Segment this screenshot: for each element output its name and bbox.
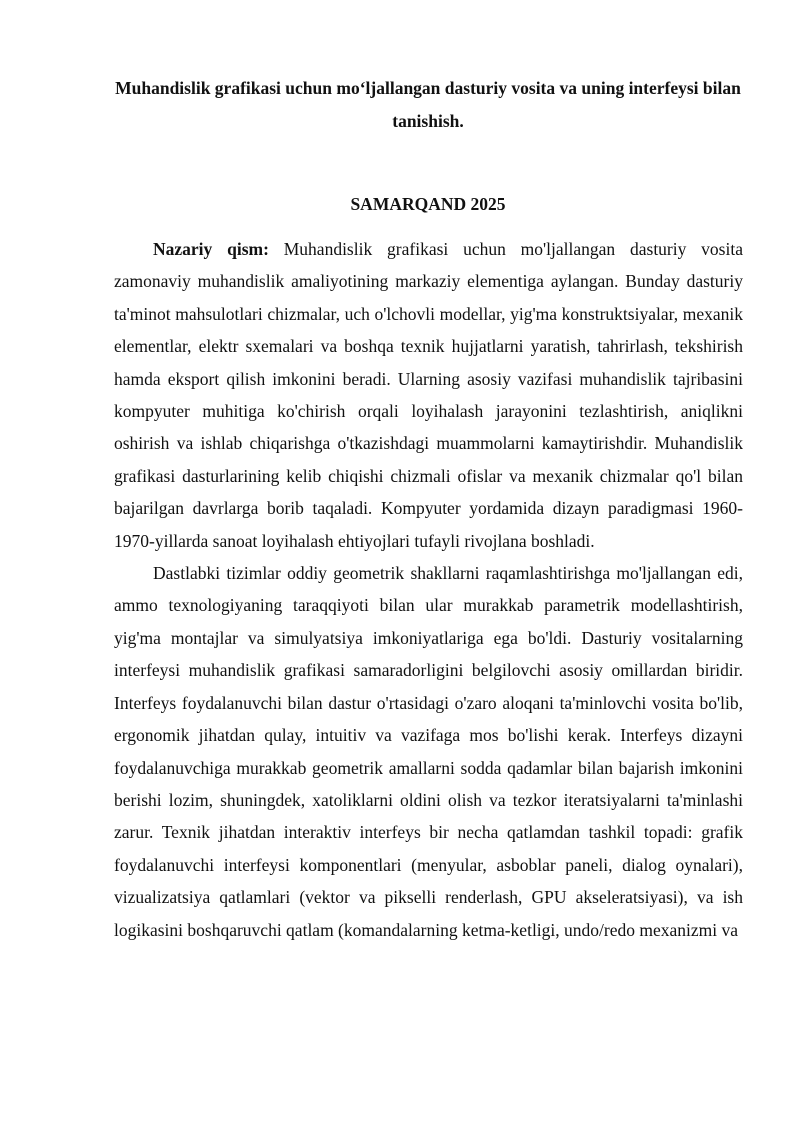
- paragraph-text: Muhandislik grafikasi uchun mo'ljallangan dasturiy vosita zamonaviy muhandislik amaliyotining markaziy elementiga aylangan. Bunday dasturiy ta'minot mahsulotlari chizmalar, uch o'lchovli modellar, yig'ma konstruktsiyalar, mexanik elementlar, elektr sxemalari va boshqa texnik hujjatlarni yaratish, tahrirlash, tekshirish hamda eksport qilish imkonini beradi. Ularning asosiy vazifasi muhandislik tajribasini kompyuter muhitiga ko'chirish orqali loyihalash jarayonini tezlashtirish, aniqlikni oshirish va ishlab chiqarishga o'tkazishdagi muammolarni kamaytirishdir. Muhandislik grafikasi dasturlarining kelib chiqishi chizmali ofislar va mexanik chizmalar qo'l bilan bajarilgan davrlarga borib taqaladi. Kompyuter yordamida dizayn paradigmasi 1960-1970-yillarda sanoat loyihalash ehtiyojlari tufayli rivojlana boshladi.: [114, 239, 743, 551]
- body-text: [114, 233, 743, 946]
- paragraph-text: Dastlabki tizimlar oddiy geometrik shakllarni raqamlashtirishga mo'ljallangan edi, ammo texnologiyaning taraqqiyoti bilan ular murakkab parametrik modellashtirish, yig'ma montajlar va simulyatsiya imkoniyatlariga ega bo'ldi. Dasturiy vositalarning interfeysi muhandislik grafikasi samaradorligini belgilovchi asosiy omillardan biridir. Interfeys foydalanuvchi bilan dastur o'rtasidagi o'zaro aloqani ta'minlovchi vosita bo'lib, ergonomik jihatdan qulay, intuitiv va vazifaga mos bo'lishi kerak. Interfeys dizayni foydalanuvchiga murakkab geometrik amallarni sodda qadamlar bilan bajarish imkonini berishi lozim, shuningdek, xatoliklarni oldini olish va tezkor iteratsiyalarni ta'minlashi zarur. Texnik jihatdan interaktiv interfeys bir necha qatlamdan tashkil topadi: grafik foydalanuvchi interfeysi komponentlari (menyular, asboblar paneli, dialog oynalari), vizualizatsiya qatlamlari (vektor va pikselli renderlash, GPU akseleratsiyasi), va ish logikasini boshqaruvchi qatlam (komandalarning ketma-ketligi, undo/redo mexanizmi va: [114, 563, 743, 940]
- paragraph-lead-label: Nazariy qism:: [153, 239, 269, 259]
- document-title: Muhandislik grafikasi uchun mo‘ljallangan dasturiy vosita va uning interfeysi bilan tanishish.: [115, 78, 741, 131]
- paragraph-early-systems: [114, 557, 743, 946]
- paragraph-theory: [114, 233, 743, 557]
- city-year-heading: SAMARQAND 2025: [350, 194, 506, 214]
